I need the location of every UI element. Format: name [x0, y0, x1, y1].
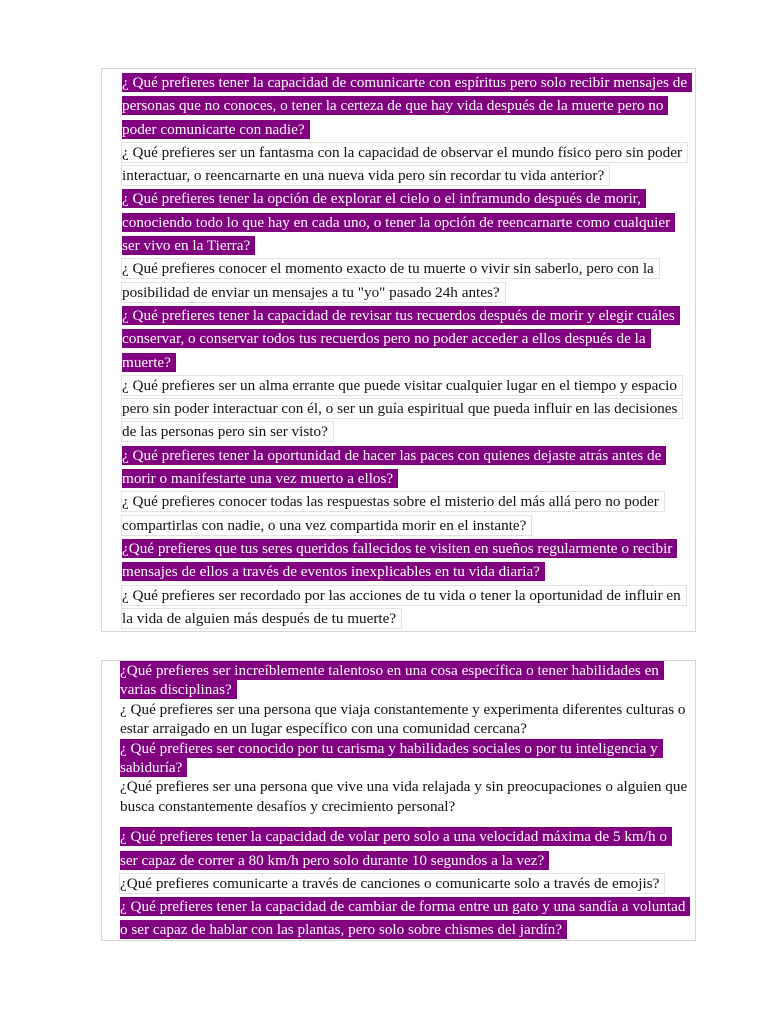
question-item: [120, 825, 694, 872]
question-text: ¿ Qué prefieres tener la capacidad de comunicarte con espíritus pero solo recibir mensajes de personas que no conoces, o tener la certeza de que hay vida después de la muerte pero no poder comunicarte con nadie?: [122, 73, 692, 139]
question-text: ¿Qué prefieres comunicarte a través de canciones o comunicarte solo a través de emojis?: [120, 874, 664, 893]
question-text: ¿Qué prefieres que tus seres queridos fallecidos te visiten en sueños regularmente o recibir mensajes de ellos a través de eventos inexplicables en tu vida diaria?: [122, 539, 677, 581]
question-list-1: [122, 71, 694, 630]
question-text: ¿ Qué prefieres conocer el momento exacto de tu muerte o vivir sin saberlo, pero con la posibilidad de enviar un mensajes a tu "yo" pasado 24h antes?: [122, 259, 659, 301]
question-text: ¿ Qué prefieres tener la capacidad de cambiar de forma entre un gato y una sandía a voluntad o ser capaz de hablar con las plantas, pero solo sobre chismes del jardín?: [120, 897, 690, 939]
question-text: ¿ Qué prefieres ser un fantasma con la capacidad de observar el mundo físico pero sin poder interactuar, o reencarnarte en una nueva vida pero sin recordar tu vida anterior?: [122, 143, 687, 185]
question-item: [122, 304, 694, 374]
question-item: [120, 739, 694, 778]
question-text: ¿Qué prefieres ser increíblemente talentoso en una cosa específica o tener habilidades en varias disciplinas?: [120, 661, 664, 699]
question-item: [122, 187, 694, 257]
question-item: [120, 700, 694, 739]
question-text: ¿ Qué prefieres tener la oportunidad de hacer las paces con quienes dejaste atrás antes de morir o manifestarte una vez muerto a ellos?: [122, 446, 666, 488]
question-item: [122, 71, 694, 141]
question-item: [122, 141, 694, 188]
question-text: ¿ Qué prefieres ser una persona que viaja constantemente y experimenta diferentes culturas o estar arraigado en un lugar específico con una comunidad cercana?: [120, 700, 686, 738]
question-item: [120, 661, 694, 700]
question-list-2: [120, 661, 694, 942]
question-text: ¿ Qué prefieres ser un alma errante que puede visitar cualquier lugar en el tiempo y espacio pero sin poder interactuar con él, o ser un guía espiritual que pueda influir en las decisiones de las personas pero sin ser visto?: [122, 376, 682, 442]
question-text: ¿ Qué prefieres ser recordado por las acciones de tu vida o tener la oportunidad de influir en la vida de alguien más después de tu muerte?: [122, 586, 686, 628]
question-item: [122, 374, 694, 444]
question-item: [120, 872, 694, 895]
question-text: ¿ Qué prefieres tener la capacidad de revisar tus recuerdos después de morir y elegir cuáles conservar, o conservar todos tus recuerdos pero no poder acceder a ellos después de la muerte?: [122, 306, 680, 372]
question-item: [120, 777, 694, 816]
question-text: ¿ Qué prefieres conocer todas las respuestas sobre el misterio del más allá pero no poder compartirlas con nadie, o una vez compartida morir en el instante?: [122, 492, 664, 534]
question-text: ¿ Qué prefieres tener la opción de explorar el cielo o el inframundo después de morir, conociendo todo lo que hay en cada uno, o tener la opción de reencarnarte como cualquier ser vivo en la Tierra?: [122, 189, 675, 255]
question-item: [122, 537, 694, 584]
question-item: [122, 490, 694, 537]
question-item: [120, 895, 694, 942]
question-text: ¿Qué prefieres ser una persona que vive una vida relajada y sin preocupaciones o alguien que busca constantemente desafíos y crecimiento personal?: [120, 778, 688, 815]
question-item: [122, 257, 694, 304]
question-text: ¿ Qué prefieres tener la capacidad de volar pero solo a una velocidad máxima de 5 km/h o ser capaz de correr a 80 km/h pero solo durante 10 segundos a la vez?: [120, 827, 672, 869]
question-text: ¿ Qué prefieres ser conocido por tu carisma y habilidades sociales o por tu inteligencia y sabiduría?: [120, 739, 663, 777]
question-item: [122, 444, 694, 491]
question-item: [122, 584, 694, 631]
